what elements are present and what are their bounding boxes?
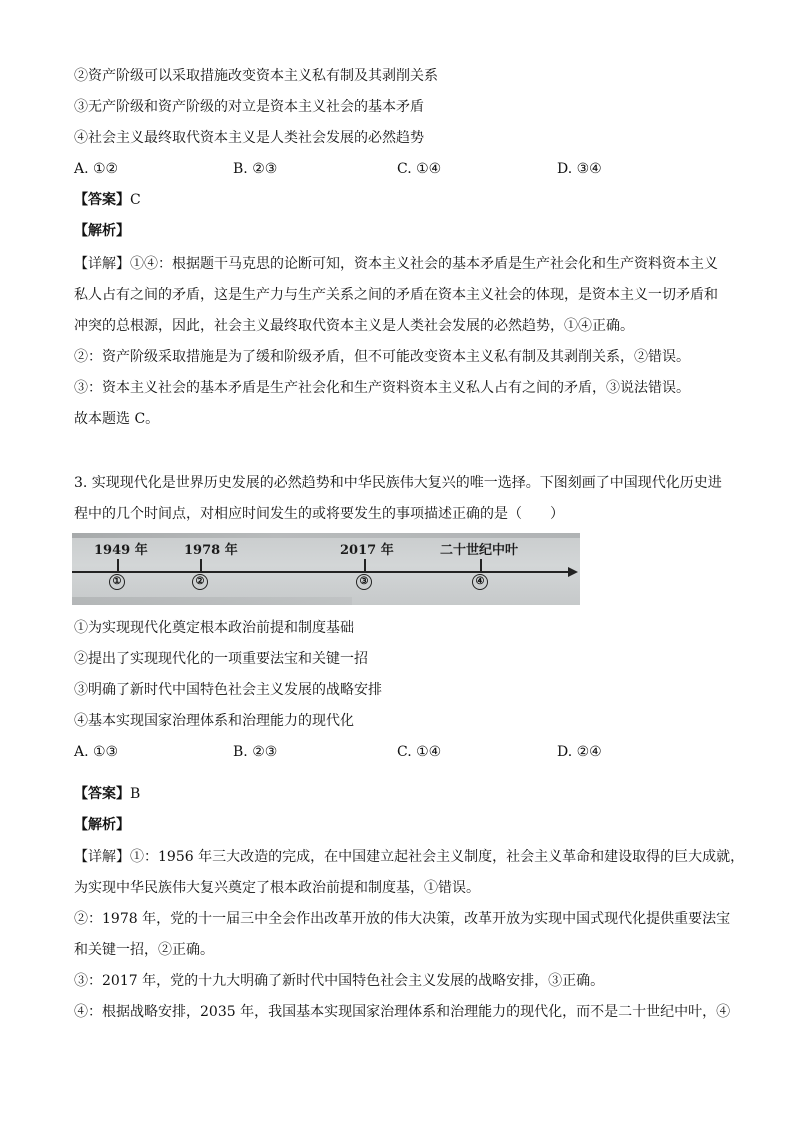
timeline-arrow bbox=[568, 567, 578, 577]
photo-edge-shadow bbox=[72, 597, 352, 605]
q2-detail-line: ③：资本主义社会的基本矛盾是生产社会化和生产资料资本主义私人占有之间的矛盾，③说法错误。 bbox=[74, 380, 690, 396]
q2-conclusion: 故本题选 C。 bbox=[74, 411, 160, 427]
answer-value: B bbox=[130, 786, 141, 802]
timeline-tick bbox=[364, 559, 366, 571]
q2-detail-line: 私人占有之间的矛盾，这是生产力与生产关系之间的矛盾在资本主义社会的体现，是资本主义一切矛盾和 bbox=[74, 287, 718, 303]
q2-choice-d: D. ③④ bbox=[557, 161, 602, 177]
q3-choice-c: C. ①④ bbox=[397, 744, 442, 760]
timeline-tick bbox=[200, 559, 202, 571]
q2-detail-line: 【详解】①④：根据题干马克思的论断可知，资本主义社会的基本矛盾是生产社会化和生产资料资本主义 bbox=[74, 256, 718, 272]
q2-choice-a: A. ①② bbox=[74, 161, 119, 177]
q2-choice-b: B. ②③ bbox=[233, 161, 278, 177]
timeline-marker: ② bbox=[192, 574, 208, 590]
q2-choice-c: C. ①④ bbox=[397, 161, 442, 177]
q3-statement: ③明确了新时代中国特色社会主义发展的战略安排 bbox=[74, 682, 382, 698]
timeline-axis bbox=[72, 571, 570, 573]
q3-stem-line: 3. 实现现代化是世界历史发展的必然趋势和中华民族伟大复兴的唯一选择。下图刻画了中国现代化历史进 bbox=[74, 475, 722, 491]
answer-label: 【答案】 bbox=[74, 786, 130, 802]
timeline-marker: ① bbox=[109, 574, 125, 590]
q3-choice-a: A. ①③ bbox=[74, 744, 119, 760]
q3-detail-line: ②：1978 年，党的十一届三中全会作出改革开放的伟大决策，改革开放为实现中国式现代化提供重要法宝 bbox=[74, 911, 731, 927]
timeline-year: 二十世纪中叶 bbox=[440, 543, 519, 558]
timeline-tick bbox=[117, 559, 119, 571]
q3-analysis-label: 【解析】 bbox=[74, 817, 130, 833]
timeline-year: 1949 年 bbox=[94, 543, 148, 558]
q3-detail-line: 【详解】①：1956 年三大改造的完成，在中国建立起社会主义制度，社会主义革命和建设取得的巨大成就， bbox=[74, 849, 745, 865]
q3-stem-line: 程中的几个时间点，对相应时间发生的或将要发生的事项描述正确的是（ ） bbox=[74, 506, 564, 522]
q3-detail-line: ④：根据战略安排，2035 年，我国基本实现国家治理体系和治理能力的现代化，而不是二十世纪中叶，④ bbox=[74, 1004, 731, 1020]
timeline-tick bbox=[480, 559, 482, 571]
answer-label: 【答案】 bbox=[74, 192, 130, 208]
q3-statement: ②提出了实现现代化的一项重要法宝和关键一招 bbox=[74, 651, 368, 667]
q3-statement: ④基本实现国家治理体系和治理能力的现代化 bbox=[74, 713, 354, 729]
photo-edge-shadow bbox=[72, 533, 580, 538]
timeline-figure bbox=[72, 533, 580, 605]
q3-detail-line: ③：2017 年，党的十九大明确了新时代中国特色社会主义发展的战略安排，③正确。 bbox=[74, 973, 605, 989]
q2-detail-line: 冲突的总根源，因此，社会主义最终取代资本主义是人类社会发展的必然趋势，①④正确。 bbox=[74, 318, 634, 334]
q2-answer bbox=[74, 190, 141, 210]
statement-4: ④社会主义最终取代资本主义是人类社会发展的必然趋势 bbox=[74, 130, 424, 146]
timeline-marker: ④ bbox=[472, 574, 488, 590]
q2-analysis-label: 【解析】 bbox=[74, 223, 130, 239]
statement-2: ②资产阶级可以采取措施改变资本主义私有制及其剥削关系 bbox=[74, 68, 438, 84]
q3-choice-b: B. ②③ bbox=[233, 744, 278, 760]
timeline-marker: ③ bbox=[356, 574, 372, 590]
q3-choice-d: D. ②④ bbox=[557, 744, 602, 760]
timeline-year: 2017 年 bbox=[340, 543, 394, 558]
q3-detail-line: 和关键一招，②正确。 bbox=[74, 942, 214, 958]
statement-3: ③无产阶级和资产阶级的对立是资本主义社会的基本矛盾 bbox=[74, 99, 424, 115]
timeline-year: 1978 年 bbox=[184, 543, 238, 558]
answer-value: C bbox=[130, 192, 141, 208]
q3-statement: ①为实现现代化奠定根本政治前提和制度基础 bbox=[74, 620, 354, 636]
q3-answer bbox=[74, 784, 140, 804]
q2-detail-line: ②：资产阶级采取措施是为了缓和阶级矛盾，但不可能改变资本主义私有制及其剥削关系，②错误。 bbox=[74, 349, 690, 365]
q3-detail-line: 为实现中华民族伟大复兴奠定了根本政治前提和制度基，①错误。 bbox=[74, 880, 480, 896]
